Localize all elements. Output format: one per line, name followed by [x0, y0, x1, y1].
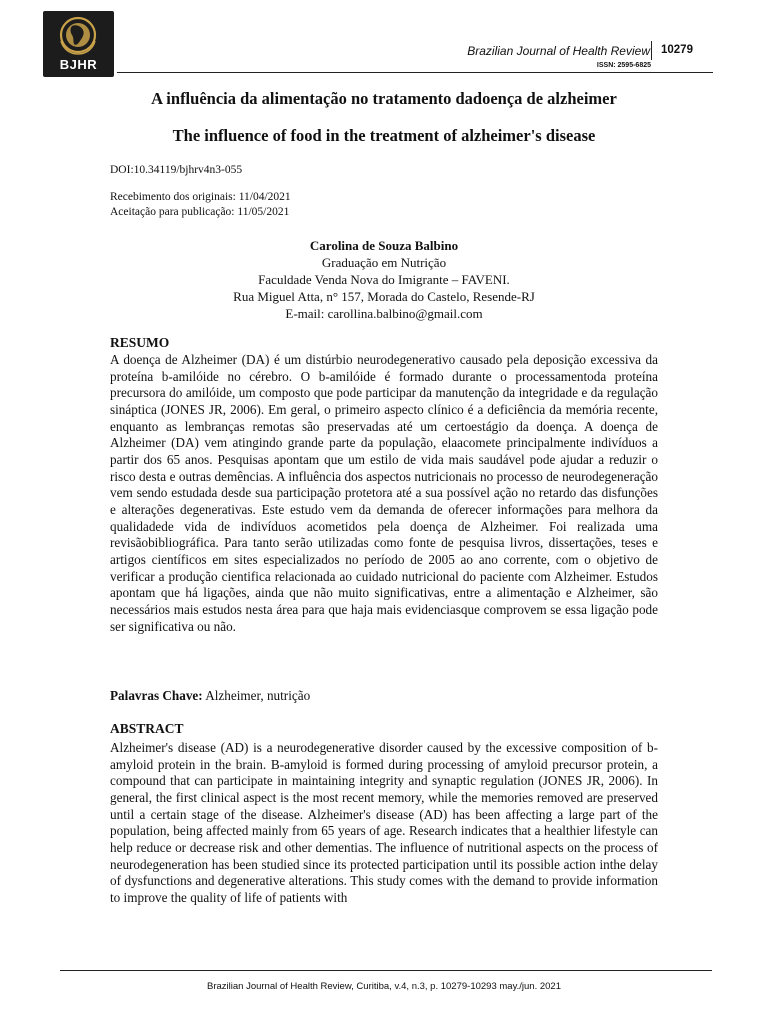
- author-name: Carolina de Souza Balbino: [309, 238, 459, 253]
- issn: ISSN: 2595-6825: [596, 62, 651, 69]
- author-block: [0, 237, 768, 322]
- page-number: 10279: [661, 44, 693, 56]
- logo-text: BJHR: [59, 57, 98, 72]
- abstract-heading: ABSTRACT: [110, 721, 184, 736]
- keywords-value: Alzheimer, nutrição: [202, 688, 311, 703]
- author-email: E-mail: carollina.balbino@gmail.com: [285, 306, 483, 321]
- title-portuguese: A influência da alimentação no tratamento dadoença de alzheimer: [151, 89, 617, 108]
- submission-dates: [110, 190, 291, 220]
- received-date: Recebimento dos originais: 11/04/2021: [110, 191, 291, 203]
- header-separator: [651, 41, 652, 60]
- resumo-text: A doença de Alzheimer (DA) é um distúrbio neurodegenerativo causado pela deposição excessiva da proteína b-amilóide no cérebro. O b-amilóide é formado durante o processamentoda proteína precursora do amilóide, um composto que pode participar da manutenção da integridade e da regulação sináptica (JONES JR, 2006). Em geral, o primeiro aspecto clínico é a deficiência da memória recente, enquanto as lembranças remotas são preservadas até um certoestágio da doença. A doença de Alzheimer (DA) vem atingindo grande parte da população, elaacomete principalmente indivíduos a partir dos 65 anos. Pesquisas apontam que um estilo de vida mais saudável pode ajudar a reduzir o risco desta e outras demências. A influência dos aspectos nutricionais no processo de neurodegeneração vem sendo estudada desde sua participação protetora até a sua possível ação no retardo das disfunções e alterações degenerativas. Este estudo vem da demanda de oferecer informações para melhora da qualidadede vida de indivíduos acometidos pela doença de Alzheimer. Foi realizada uma revisãobibliográfica. Para tanto serão utilizadas como fonte de pesquisa livros, dissertações, teses e artigos científicos em sites especializados no período de 2005 ao ano corrente, com o objetivo de verificar a produção cientifica relacionada ao cuidado nutricional do paciente com Alzheimer. Estudos apontam que há ligações, ainda que não muito significativas, entre a alimentação e Alzheimer, são necessários mais estudos nesta área para que haja mais evidenciasque comprovem se essa ligação pode ser significativa ou não.: [110, 352, 658, 634]
- resumo-heading: RESUMO: [110, 335, 170, 350]
- keywords: [110, 688, 310, 704]
- author-degree: Graduação em Nutrição: [321, 255, 447, 270]
- abstract-text: Alzheimer's disease (AD) is a neurodegenerative disorder caused by the excessive composition of b-amyloid protein in the brain. B-amyloid is formed during processing of amyloid precursor protein, a compound that can participate in maintaining integrity and synaptic regulation (JONES JR, 2006). In general, the first clinical aspect is the most recent memory, while the memories removed are preserved until a certain stage of the disease. Alzheimer's disease (AD) has been affecting a large part of the population, being affected mainly from 65 years of age. Research indicates that a healthier lifestyle can help reduce or decrease risk and other dementias. The influence of nutritional aspects on the process of neurodegeneration has been studied since its protected participation until its possible action inthe delay of dysfunctions and degenerative alterations. This study comes with the demand to provide information to improve the quality of life of patients with: [110, 740, 658, 905]
- author-address: Rua Miguel Atta, n° 157, Morada do Castelo, Resende-RJ: [233, 289, 535, 304]
- keywords-label: Palavras Chave:: [110, 688, 203, 703]
- journal-logo: [43, 11, 114, 77]
- footer-citation: Brazilian Journal of Health Review, Curitiba, v.4, n.3, p. 10279-10293 may./jun. 2021: [207, 981, 561, 992]
- doi: DOI:10.34119/bjhrv4n3-055: [110, 164, 243, 176]
- footer-rule: [60, 970, 712, 971]
- title-english: The influence of food in the treatment of alzheimer's disease: [172, 126, 596, 145]
- header-rule: [117, 72, 713, 73]
- accepted-date: Aceitação para publicação: 11/05/2021: [110, 206, 290, 218]
- journal-name: Brazilian Journal of Health Review: [467, 44, 650, 58]
- author-institution: Faculdade Venda Nova do Imigrante – FAVENI.: [258, 272, 510, 287]
